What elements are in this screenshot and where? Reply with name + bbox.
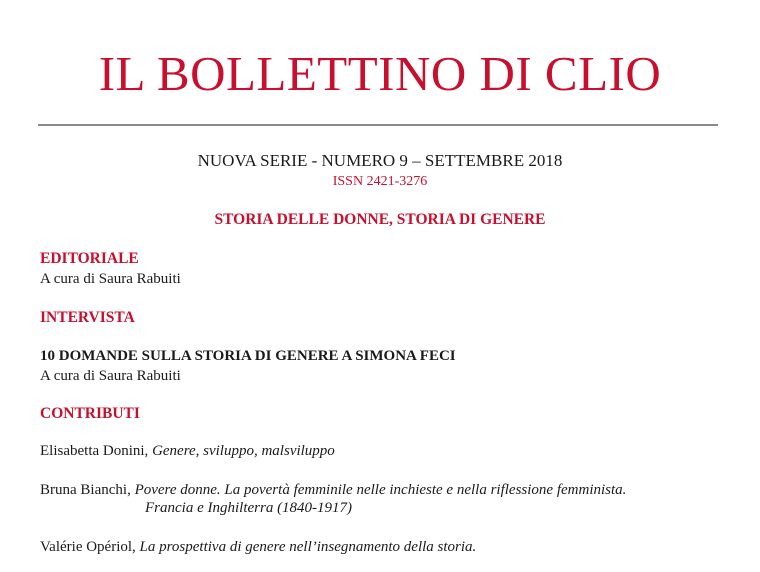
contribution-author: Valérie Opériol,	[40, 539, 140, 555]
section-heading-contributi: CONTRIBUTI	[40, 405, 140, 422]
section-heading-editoriale: EDITORIALE	[40, 250, 139, 267]
contribution-title: La prospettiva di genere nell’insegnamento della storia.	[139, 539, 477, 555]
intervista-curator: A cura di Saura Rabuiti	[40, 368, 181, 384]
contribution-title: Genere, sviluppo, malsviluppo	[152, 443, 335, 459]
section-heading-intervista: INTERVISTA	[40, 309, 135, 326]
contribution-item[interactable]	[40, 480, 626, 500]
issue-theme: STORIA DELLE DONNE, STORIA DI GENERE	[214, 211, 546, 228]
header-divider	[38, 124, 718, 126]
issue-line: NUOVA SERIE - NUMERO 9 – SETTEMBRE 2018	[197, 151, 563, 170]
contribution-title-continuation	[145, 498, 352, 518]
issn: ISSN 2421-3276	[332, 174, 428, 189]
contribution-title: Povere donne. La povertà femminile nelle inchieste e nella riflessione femminista.	[134, 482, 627, 498]
contribution-item[interactable]	[40, 441, 335, 461]
intervista-title[interactable]: 10 DOMANDE SULLA STORIA DI GENERE A SIMONA FECI	[40, 348, 456, 364]
journal-title: IL BOLLETTINO DI CLIO	[98, 46, 662, 101]
contribution-item[interactable]	[40, 537, 476, 557]
contribution-title-cont: Francia e Inghilterra (1840-1917)	[145, 500, 353, 516]
contribution-author: Elisabetta Donini,	[40, 443, 153, 459]
contribution-author: Bruna Bianchi,	[40, 482, 135, 498]
editoriale-curator: A cura di Saura Rabuiti	[40, 271, 181, 287]
